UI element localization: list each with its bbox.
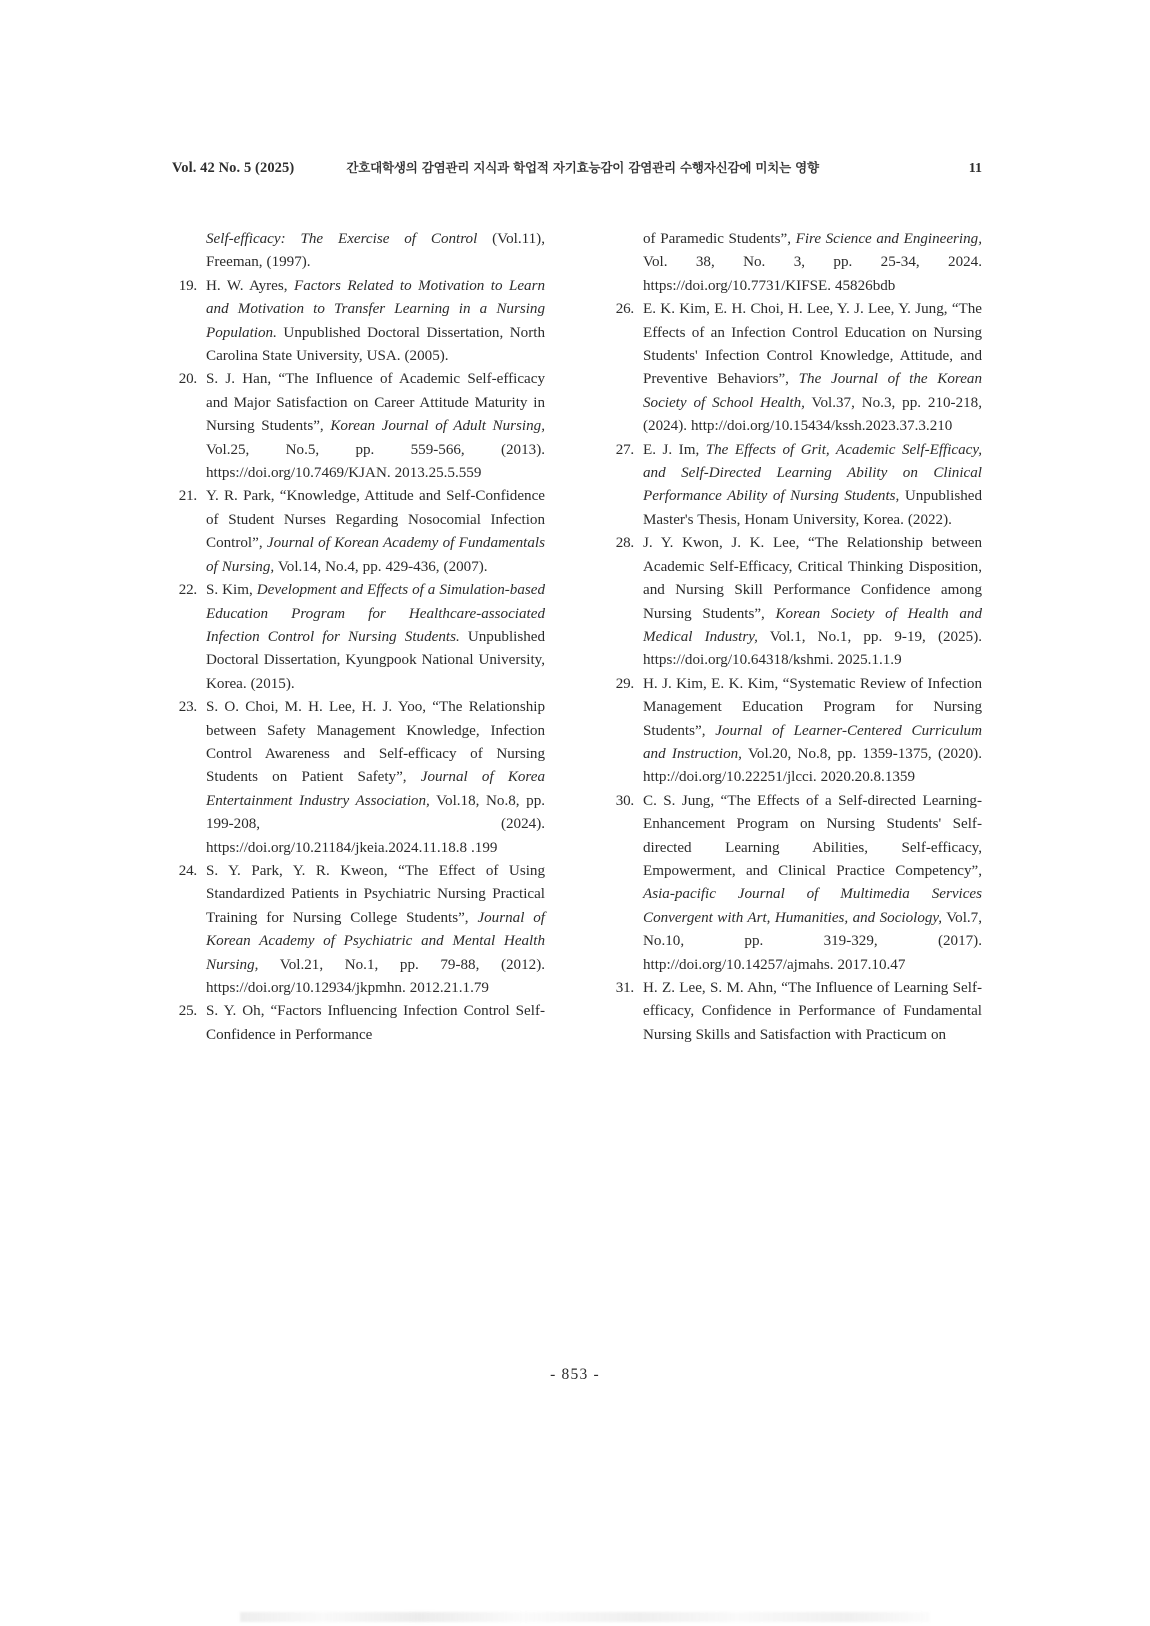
reference-number: 21.: [178, 488, 197, 505]
reference-number: 23.: [178, 699, 197, 716]
scan-noise-band: [240, 1612, 930, 1622]
reference-number: 29.: [615, 675, 634, 692]
reference-text: E. J. Im, The Effects of Grit, Academic Self-Efficacy, and Self-Directed Learning Ability on Clinical Performance Ability of Nursing Students, Unpublished Master's Thesis, Honam University, Korea. (2022).: [643, 441, 982, 528]
reference-text: of Paramedic Students”, Fire Science and Engineering, Vol. 38, No. 3, pp. 25-34, 2024. https://doi.org/10.7731/KIFSE. 45826bdb: [643, 231, 982, 294]
reference-number: 20.: [178, 371, 197, 388]
reference-columns: [172, 228, 982, 1047]
reference-entry: [172, 485, 545, 579]
reference-column-left: [172, 228, 545, 1047]
reference-number: 19.: [178, 277, 197, 294]
reference-entry: [609, 532, 982, 672]
reference-text: Y. R. Park, “Knowledge, Attitude and Self-Confidence of Student Nurses Regarding Nosocomial Infection Control”, Journal of Korean Academy of Fundamentals of Nursing, Vol.14, No.4, pp. 429-436, (2007).: [206, 488, 545, 575]
reference-number: 26.: [615, 301, 634, 318]
reference-entry: [172, 228, 545, 275]
reference-entry: [172, 696, 545, 860]
reference-text: S. J. Han, “The Influence of Academic Self-efficacy and Major Satisfaction on Career Attitude Maturity in Nursing Students”, Korean Journal of Adult Nursing, Vol.25, No.5, pp. 559-566, (2013). https://doi.org/10.7469/KJAN. 2013.25.5.559: [206, 371, 545, 482]
reference-entry: [609, 673, 982, 790]
reference-text: S. Y. Park, Y. R. Kweon, “The Effect of Using Standardized Patients in Psychiatric Nursing Practical Training for Nursing College Students”, Journal of Korean Academy of Psychiatric and Mental Health Nursing, Vol.21, No.1, pp. 79-88, (2012). https://doi.org/10.12934/jkpmhn. 2012.21.1.79: [206, 862, 545, 996]
reference-entry: [609, 298, 982, 438]
reference-number: 22.: [178, 582, 197, 599]
header-page-number: 11: [968, 161, 982, 176]
running-head: [172, 158, 982, 178]
reference-entry: [609, 977, 982, 1047]
reference-entry: [609, 790, 982, 977]
reference-text: H. J. Kim, E. K. Kim, “Systematic Review of Infection Management Education Program for Nursing Students”, Journal of Learner-Centered Curriculum and Instruction, Vol.20, No.8, pp. 1359-1375, (2020). http://doi.org/10.22251/jlcci. 2020.20.8.1359: [643, 675, 982, 786]
reference-column-right: [609, 228, 982, 1047]
reference-text: S. Y. Oh, “Factors Influencing Infection Control Self-Confidence in Performance: [206, 1003, 545, 1043]
reference-text: Self-efficacy: The Exercise of Control (Vol.11), Freeman, (1997).: [206, 231, 545, 271]
volume-issue-label: Vol. 42 No. 5 (2025): [172, 160, 295, 176]
reference-entry: [172, 1000, 545, 1047]
scan-edge-artifact: [0, 1600, 1150, 1626]
reference-entry: [172, 860, 545, 1000]
reference-entry: [172, 579, 545, 696]
reference-number: 31.: [615, 980, 634, 996]
reference-number: 30.: [615, 792, 634, 809]
reference-entry: [172, 275, 545, 369]
article-title-korean: 간호대학생의 감염관리 지식과 학업적 자기효능감이 감염관리 수행자신감에 미치는 영향: [346, 160, 819, 175]
reference-entry: [609, 439, 982, 533]
reference-number: 27.: [615, 441, 634, 458]
reference-text: H. W. Ayres, Factors Related to Motivation to Learn and Motivation to Transfer Learning in a Nursing Population. Unpublished Doctoral Dissertation, North Carolina State University, USA. (2005).: [206, 277, 545, 365]
reference-text: E. K. Kim, E. H. Choi, H. Lee, Y. J. Lee, Y. Jung, “The Effects of an Infection Control Education on Nursing Students' Infection Control Knowledge, Attitude, and Preventive Behaviors”, The Journal of the Korean Society of School Health, Vol.37, No.3, pp. 210-218, (2024). http://doi.org/10.15434/kssh.2023.37.3.210: [643, 301, 983, 435]
reference-entry: [172, 368, 545, 485]
reference-number: 24.: [178, 862, 197, 879]
reference-text: S. Kim, Development and Effects of a Simulation-based Education Program for Healthcare-associated Infection Control for Nursing Students. Unpublished Doctoral Dissertation, Kyungpook National University, Korea. (2015).: [206, 582, 545, 692]
reference-text: J. Y. Kwon, J. K. Lee, “The Relationship between Academic Self-Efficacy, Critical Thinking Disposition, and Nursing Skill Performance Confidence among Nursing Students”, Korean Society of Health and Medical Industry, Vol.1, No.1, pp. 9-19, (2025). https://doi.org/10.64318/kshmi. 2025.1.1.9: [643, 535, 982, 669]
reference-text: H. Z. Lee, S. M. Ahn, “The Influence of Learning Self-efficacy, Confidence in Performance of Fundamental Nursing Skills and Satisfaction with Practicum on: [643, 980, 982, 1043]
reference-text: S. O. Choi, M. H. Lee, H. J. Yoo, “The Relationship between Safety Management Knowledge, Infection Control Awareness and Self-efficacy of Nursing Students on Patient Safety”, Journal of Korea Entertainment Industry Association, Vol.18, No.8, pp. 199-208, (2024). https://doi.org/10.21184/jkeia.2024.11.18.8 .199: [206, 699, 546, 856]
reference-entry: [609, 228, 982, 298]
reference-text: C. S. Jung, “The Effects of a Self-directed Learning-Enhancement Program on Nursing Students' Self-directed Learning Abilities, Self-efficacy, Empowerment, and Clinical Practice Competency”, Asia-pacific Journal of Multimedia Services Convergent with Art, Humanities, and Sociology, Vol.7, No.10, pp. 319-329, (2017). http://doi.org/10.14257/ajmahs. 2017.10.47: [643, 792, 982, 973]
reference-number: 25.: [178, 1003, 197, 1020]
page-folio: - 853 -: [550, 1366, 600, 1383]
reference-number: 28.: [615, 535, 634, 552]
